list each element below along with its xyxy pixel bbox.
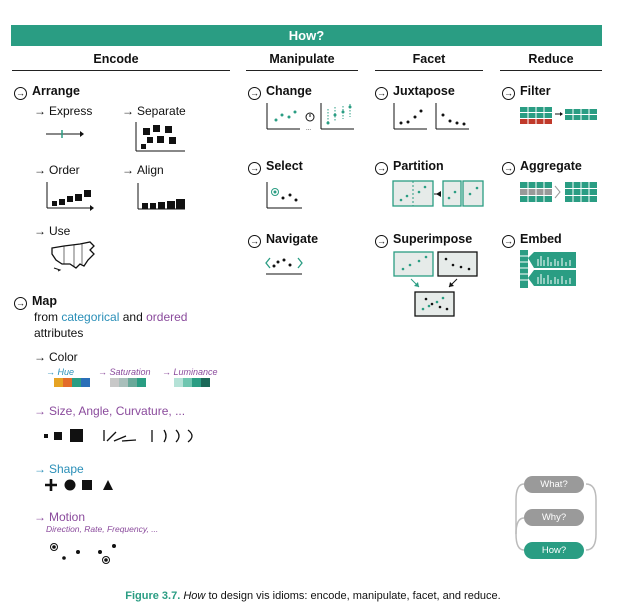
arrow-icon: → [34,224,46,238]
how-banner: How? [11,25,602,46]
size-angle-curvature-glyphs [44,428,204,444]
map-heading: → Map [16,294,57,308]
saturation-swatches [110,378,150,388]
map-usa-icon [50,240,98,272]
hue-label: → Hue [46,367,75,377]
encode-rule [12,70,230,71]
arrow-circle-icon: → [504,163,513,173]
motion-glyphs [46,538,126,566]
arrow-circle-icon: → [250,88,259,98]
motion-label: → Motion [34,510,86,524]
arrow-circle-icon: → [250,163,259,173]
superimpose-glyph [393,251,483,319]
embed-heading: → Embed [504,232,562,246]
manipulate-rule [246,70,358,71]
arrange-heading: → Arrange [16,84,80,98]
align-label: → Align [122,163,164,177]
luminance-label: → Luminance [162,367,218,377]
saturation-label: → Saturation [98,367,151,377]
juxtapose-glyph [393,103,473,131]
express-label: → Express [34,104,93,118]
arrow-icon: → [122,163,134,177]
arrow-circle-icon: → [377,236,386,246]
reduce-rule [500,70,602,71]
filter-glyph [520,107,600,127]
change-glyph [266,103,356,131]
arrow-icon: → [34,404,46,418]
arrow-icon: → [46,367,58,377]
arrow-circle-icon: → [16,88,25,98]
select-glyph [266,182,306,210]
change-heading: → Change [250,84,312,98]
figure-caption: Figure 3.7. How to design vis idioms: encode, manipulate, facet, and reduce. [125,590,501,602]
filter-heading: → Filter [504,84,551,98]
column-facet: Facet [412,52,446,66]
arrow-circle-icon: → [504,88,513,98]
arrow-icon: → [34,163,46,177]
column-manipulate: Manipulate [269,52,335,66]
embed-glyph [520,250,580,290]
shape-glyphs [46,479,118,493]
how-pill[interactable]: How? [524,542,584,559]
arrow-icon: → [34,350,46,364]
aggregate-glyph [520,182,600,204]
shape-label: → Shape [34,462,84,476]
arrow-circle-icon: → [250,236,259,246]
map-description-line1: from categorical and ordered [34,310,188,324]
arrow-circle-icon: → [504,236,513,246]
map-description-line2: attributes [34,326,84,340]
arrow-icon: → [34,104,46,118]
use-label: → Use [34,224,71,238]
why-pill[interactable]: Why? [524,509,584,526]
separate-label: → Separate [122,104,186,118]
size-label: → Size, Angle, Curvature, ... [34,404,186,418]
order-label: → Order [34,163,80,177]
motion-subtitle: Direction, Rate, Frequency, ... [46,524,159,534]
partition-glyph [393,180,485,208]
arrow-icon: → [34,462,46,476]
superimpose-heading: → Superimpose [377,232,473,246]
arrow-circle-icon: → [377,88,386,98]
express-glyph [46,128,86,140]
svg-text:...: ... [306,126,312,132]
arrow-icon: → [122,104,134,118]
column-encode: Encode [93,52,139,66]
luminance-swatches [174,378,214,388]
color-label: → Color [34,350,78,364]
arrow-circle-icon: → [377,163,386,173]
arrow-icon: → [34,510,46,524]
navigate-glyph [264,252,304,276]
arrow-icon: → [98,367,110,377]
select-heading: → Select [250,159,303,173]
column-reduce: Reduce [528,52,574,66]
order-glyph [46,182,96,210]
what-pill[interactable]: What? [524,476,584,493]
hue-swatches [54,378,94,388]
partition-heading: → Partition [377,159,444,173]
facet-rule [375,70,483,71]
align-glyph [137,183,187,211]
juxtapose-heading: → Juxtapose [377,84,455,98]
arrow-icon: → [162,367,174,377]
separate-glyph [135,122,185,152]
arrow-circle-icon: → [16,298,25,308]
aggregate-heading: → Aggregate [504,159,582,173]
navigate-heading: → Navigate [250,232,319,246]
